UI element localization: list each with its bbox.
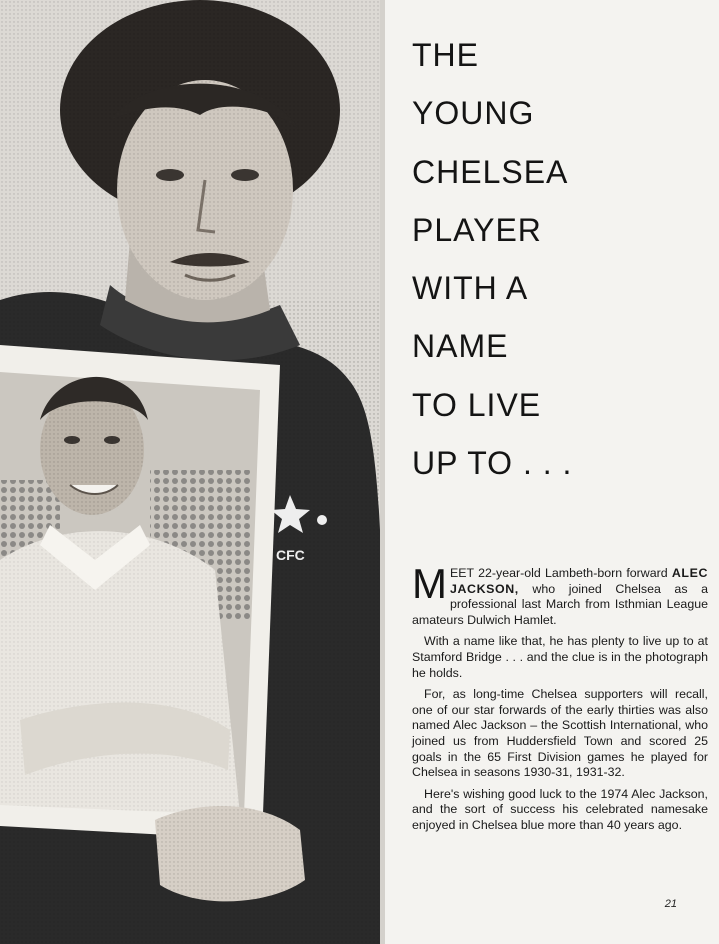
headline-line: PLAYER: [412, 211, 542, 248]
headline: [412, 26, 712, 492]
headline-line: NAME: [412, 328, 509, 365]
page-number: 21: [664, 898, 677, 910]
held-photograph: [0, 345, 280, 840]
article-paragraph: Here's wishing good luck to the 1974 Alec Jackson, and the sort of success his celebrated namesake enjoyed in Chelsea blue more than 40 years ago.: [412, 786, 708, 832]
crest-text: CFC: [276, 547, 305, 563]
drop-cap: M: [412, 560, 447, 607]
article-lead-rest: who joined Chelsea as a professional last March from Isthmian League amateurs Dulwich Hamlet.: [412, 581, 708, 627]
headline-line: CHELSEA: [412, 153, 569, 190]
article-paragraph: With a name like that, he has plenty to live up to at Stamford Bridge . . . and the clue is in the photograph he holds.: [412, 634, 708, 680]
article-lead: EET 22-year-old Lambeth-born forward: [450, 566, 672, 580]
article-paragraph: [412, 560, 708, 628]
headline-line: THE: [412, 37, 479, 73]
headline-line: TO LIVE: [412, 386, 542, 423]
article-paragraph: For, as long-time Chelsea supporters will recall, one of our star forwards of the early thirties was also named Alec Jackson – the Scottish International, who joined us from Huddersfield Town and scored 25 goals in the 65 First Division games he played for Chelsea in seasons 1930-31, 1931-32.: [412, 687, 708, 780]
headline-line: YOUNG: [412, 95, 535, 132]
article-body: [412, 560, 708, 840]
headline-line: UP TO . . .: [412, 445, 573, 482]
headline-line: WITH A: [412, 270, 529, 307]
player-name: ALEC JACKSON,: [450, 566, 708, 596]
